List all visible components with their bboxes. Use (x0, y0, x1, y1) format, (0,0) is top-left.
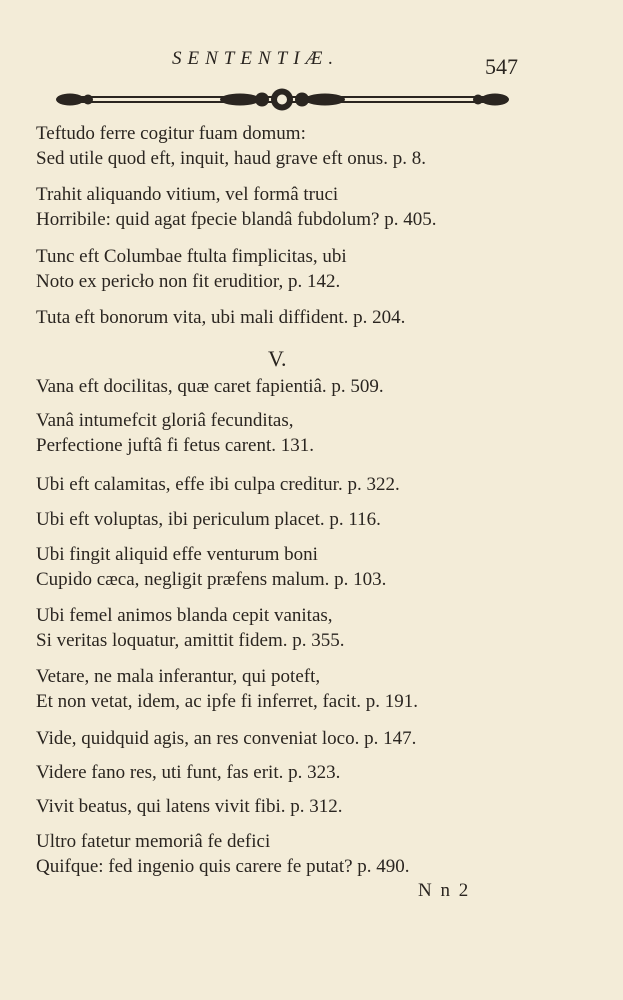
entry-line: Ubi eft calamitas, effe ibi culpa creditur. p. 322. (36, 474, 400, 495)
entry-line: Vivit beatus, qui latens vivit fibi. p. 312. (36, 796, 343, 817)
entry-line: Vetare, ne mala inferantur, qui poteft, (36, 666, 321, 687)
entry-line: Videre fano res, uti funt, fas erit. p. 323. (36, 762, 341, 783)
decorative-rule-ornament (50, 86, 518, 114)
entry-line: Tunc eft Columbae ftulta fimplicitas, ubi (36, 246, 347, 267)
sententia-entry (36, 794, 343, 819)
entry-line: Horribile: quid agat fpecie blandâ fubdolum? p. 405. (36, 209, 437, 230)
entry-line: Cupido cæca, negligit præfens malum. p. 103. (36, 569, 387, 590)
entry-line: Si veritas loquatur, amittit fidem. p. 355. (36, 630, 345, 651)
running-head: SENTENTIÆ. (172, 48, 340, 69)
signature-mark: N n 2 (418, 880, 471, 901)
entry-line: Noto ex pericło non fit eruditior, p. 142. (36, 271, 341, 292)
sententia-entry (36, 760, 340, 785)
sententia-entry (36, 121, 426, 171)
entry-line: Ubi eft voluptas, ibi periculum placet. p. 116. (36, 509, 381, 530)
page-number: 547 (485, 54, 518, 79)
entry-line: Vana eft docilitas, quæ caret fapientiâ. p. 509. (36, 376, 384, 397)
sententia-entry (36, 829, 410, 879)
entry-line: Vide, quidquid agis, an res conveniat loco. p. 147. (36, 728, 417, 749)
sententia-entry (36, 726, 416, 751)
section-letter: V. (268, 346, 287, 371)
sententia-entry (36, 507, 381, 532)
entry-line: Perfectione juftâ fi fetus carent. 131. (36, 435, 315, 456)
sententia-entry (36, 542, 386, 592)
entry-line: Teftudo ferre cogitur fuam domum: (36, 123, 306, 144)
entry-line: Ultro fatetur memoriâ fe defici (36, 831, 271, 852)
sententia-entry (36, 603, 344, 653)
entry-line: Ubi fingit aliquid effe venturum boni (36, 544, 318, 565)
entry-line: Sed utile quod eft, inquit, haud grave eft onus. p. 8. (36, 148, 426, 169)
sententia-entry (36, 244, 347, 294)
sententia-entry (36, 472, 400, 497)
entry-line: Tuta eft bonorum vita, ubi mali diffident. p. 204. (36, 307, 406, 328)
entry-line: Vanâ intumefcit gloriâ fecunditas, (36, 410, 294, 431)
entry-line: Trahit aliquando vitium, vel formâ truci (36, 184, 339, 205)
sententia-entry (36, 408, 314, 458)
entry-line: Quifque: fed ingenio quis carere fe putat? p. 490. (36, 856, 410, 877)
sententia-entry (36, 374, 384, 399)
sententia-entry (36, 305, 405, 330)
sententia-entry (36, 182, 436, 232)
entry-line: Ubi femel animos blanda cepit vanitas, (36, 605, 333, 626)
entry-line: Et non vetat, idem, ac ipfe fi inferret, facit. p. 191. (36, 691, 418, 712)
sententia-entry (36, 664, 418, 714)
